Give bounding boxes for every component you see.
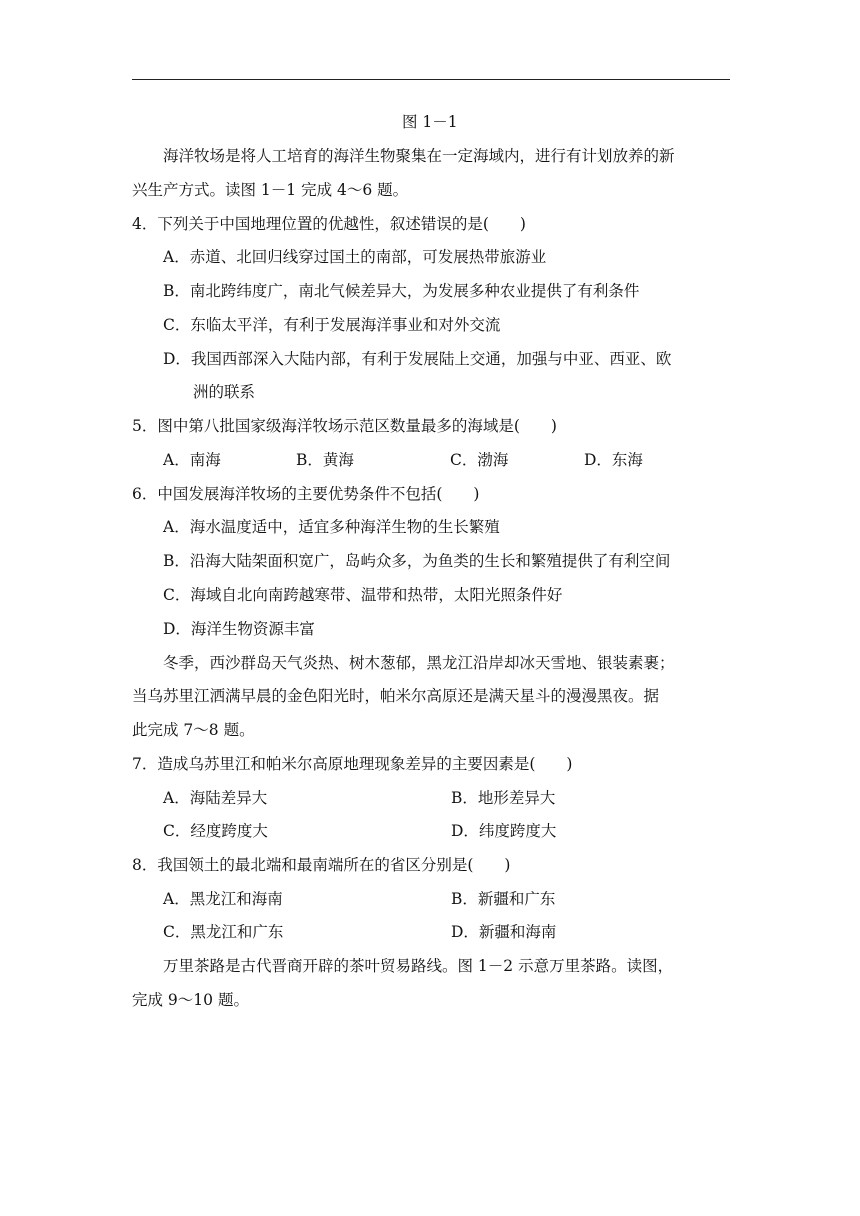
passage-3-line-1: 万里茶路是古代晋商开辟的茶叶贸易路线。图 1－2 示意万里茶路。读图， <box>163 957 674 975</box>
question-4-option-d: D．我国西部深入大陆内部，有利于发展陆上交通，加强与中亚、西亚、欧 <box>163 350 672 368</box>
question-4-stem: 4．下列关于中国地理位置的优越性，叙述错误的是( ) <box>132 215 526 233</box>
question-8-option-c: C．黑龙江和广东 <box>163 923 284 941</box>
passage-1-line-1: 海洋牧场是将人工培育的海洋生物聚集在一定海域内，进行有计划放养的新 <box>163 147 675 165</box>
question-6-option-c: C．海域自北向南跨越寒带、温带和热带，太阳光照条件好 <box>163 586 563 604</box>
question-7-option-a: A．海陆差异大 <box>163 789 268 807</box>
question-7-stem: 7．造成乌苏里江和帕米尔高原地理现象差异的主要因素是( ) <box>132 755 573 773</box>
question-4-option-b: B．南北跨纬度广，南北气候差异大，为发展多种农业提供了有利条件 <box>163 282 640 300</box>
question-6-stem: 6．中国发展海洋牧场的主要优势条件不包括( ) <box>132 485 480 503</box>
question-8-stem: 8．我国领土的最北端和最南端所在的省区分别是( ) <box>132 856 511 874</box>
question-8-option-d: D．新疆和海南 <box>451 923 557 941</box>
passage-2-line-3: 此完成 7～8 题。 <box>132 721 255 739</box>
question-5-option-c: C．渤海 <box>450 451 509 469</box>
question-5-option-d: D．东海 <box>584 451 643 469</box>
passage-1-line-2: 兴生产方式。读图 1－1 完成 4～6 题。 <box>132 181 409 199</box>
question-7-option-d: D．纬度跨度大 <box>451 822 557 840</box>
question-5-option-b: B．黄海 <box>296 451 354 469</box>
question-8-option-a: A．黑龙江和海南 <box>163 890 283 908</box>
header-rule <box>132 79 730 80</box>
question-4-option-a: A．赤道、北回归线穿过国土的南部，可发展热带旅游业 <box>163 248 547 266</box>
question-7-option-c: C．经度跨度大 <box>163 822 268 840</box>
question-5-stem: 5．图中第八批国家级海洋牧场示范区数量最多的海域是( ) <box>132 417 557 435</box>
passage-3-line-2: 完成 9～10 题。 <box>132 991 249 1009</box>
question-4-option-c: C．东临太平洋，有利于发展海洋事业和对外交流 <box>163 316 501 334</box>
passage-2-line-1: 冬季，西沙群岛天气炎热、树木葱郁，黑龙江沿岸却冰天雪地、银装素裹； <box>163 654 675 672</box>
question-6-option-a: A．海水温度适中，适宜多种海洋生物的生长繁殖 <box>163 518 500 536</box>
figure-caption: 图 1－1 <box>402 113 458 131</box>
question-6-option-b: B．沿海大陆架面积宽广，岛屿众多，为鱼类的生长和繁殖提供了有利空间 <box>163 552 671 570</box>
question-5-option-a: A．南海 <box>163 451 221 469</box>
passage-2-line-2: 当乌苏里江洒满早晨的金色阳光时，帕米尔高原还是满天星斗的漫漫黑夜。据 <box>132 687 660 705</box>
question-6-option-d: D．海洋生物资源丰富 <box>163 620 315 638</box>
question-7-option-b: B．地形差异大 <box>451 789 556 807</box>
question-8-option-b: B．新疆和广东 <box>451 890 556 908</box>
question-4-option-d-continued: 洲的联系 <box>193 383 256 401</box>
